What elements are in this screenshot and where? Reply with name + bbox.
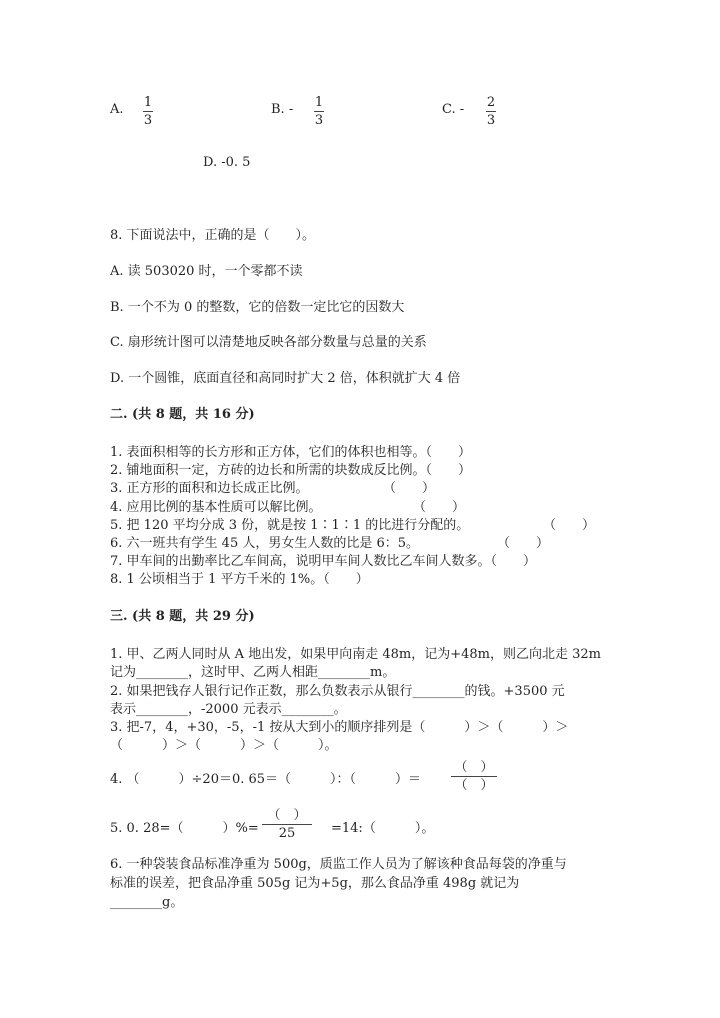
- fill-q4-fraction: [451, 760, 497, 793]
- fill-q3-line1: 3. 把-7，4，+30，-5，-1 按从大到小的顺序排列是（ ）＞（ ）＞: [110, 720, 569, 735]
- judge-item-1: 1. 表面积相等的长方形和正方体，它们的体积也相等。（ ）: [110, 445, 472, 460]
- option-c-label: C. -: [442, 102, 465, 117]
- fill-q1-line2: 记为________，这时甲、乙两人相距________m。: [110, 665, 396, 680]
- judge-item-8: 8. 1 公顷相当于 1 平方千米的 1%。（ ）: [110, 572, 369, 587]
- fill-q5-pre: 5. 0. 28=（ ）%=: [110, 821, 259, 836]
- option-b-fraction: [314, 95, 324, 128]
- q8-stem: 8. 下面说法中，正确的是（ ）。: [110, 228, 316, 243]
- fraction-numerator: （ ）: [267, 808, 307, 823]
- fill-q2-line1: 2. 如果把钱存人银行记作正数，那么负数表示从银行________的钱。+3500 元: [110, 684, 565, 699]
- option-a-fraction: [143, 95, 153, 128]
- fraction-bar: [486, 111, 496, 112]
- fill-q1-line1: 1. 甲、乙两人同时从 A 地出发，如果甲向南走 48m，记为+48m，则乙向北走 32m: [110, 647, 601, 662]
- fraction-numerator: 1: [143, 95, 153, 110]
- option-d: D. -0. 5: [203, 155, 251, 170]
- fill-q6-line1: 6. 一种袋装食品标准净重为 500g，质监工作人员为了解该种食品每袋的净重与: [110, 857, 567, 872]
- q8-option-c: C. 扇形统计图可以清楚地反映各部分数量与总量的关系: [110, 335, 427, 350]
- judge-item-3: 3. 正方形的面积和边长成正比例。: [110, 481, 309, 496]
- judge-item-4-answer: （ ）: [413, 500, 466, 515]
- fraction-denominator: 3: [314, 113, 324, 128]
- section2-heading: 二. (共 8 题，共 16 分): [110, 407, 255, 422]
- option-a-label: A.: [110, 102, 124, 117]
- section3-heading: 三. (共 8 题，共 29 分): [110, 609, 255, 624]
- q8-option-b: B. 一个不为 0 的整数，它的倍数一定比它的因数大: [110, 300, 405, 315]
- fraction-bar: [314, 111, 324, 112]
- fraction-denominator: 3: [486, 113, 496, 128]
- fill-q4-text: 4. （ ）÷20＝0. 65＝（ ）：（ ）＝: [110, 772, 422, 787]
- fraction-denominator: 25: [278, 826, 296, 841]
- judge-item-3-answer: （ ）: [383, 481, 436, 496]
- judge-item-6-answer: （ ）: [497, 536, 550, 551]
- fraction-bar: [262, 824, 312, 825]
- judge-item-6: 6. 六一班共有学生 45 人，男女生人数的比是 6：5。: [110, 536, 420, 551]
- q8-option-a: A. 读 503020 时，一个零都不读: [110, 264, 303, 279]
- fraction-numerator: 1: [314, 95, 324, 110]
- option-b-label: B. -: [271, 102, 294, 117]
- fraction-denominator: （ ）: [454, 778, 494, 793]
- fill-q6-line2: 标准的误差，把食品净重 505g 记为+5g，那么食品净重 498g 就记为: [110, 876, 520, 891]
- fraction-bar: [451, 776, 497, 777]
- fill-q2-line2: 表示________，-2000 元表示________。: [110, 702, 347, 717]
- fill-q5-fraction: [262, 808, 312, 841]
- fraction-numerator: （ ）: [454, 760, 494, 775]
- fraction-denominator: 3: [143, 113, 153, 128]
- judge-item-5: 5. 把 120 平均分成 3 份，就是按 1∶1∶1 的比进行分配的。: [110, 518, 470, 533]
- judge-item-7: 7. 甲车间的出勤率比乙车间高，说明甲车间人数比乙车间人数多。（ ）: [110, 554, 537, 569]
- fill-q5-post: =14:（ ）。: [331, 821, 435, 836]
- judge-item-4: 4. 应用比例的基本性质可以解比例。: [110, 500, 322, 515]
- option-c-fraction: [486, 95, 496, 128]
- judge-item-5-answer: （ ）: [543, 518, 596, 533]
- q8-option-d: D. 一个圆锥，底面直径和高同时扩大 2 倍，体积就扩大 4 倍: [110, 371, 461, 386]
- fraction-bar: [143, 111, 153, 112]
- fill-q3-line2: （ ）＞（ ）＞（ ）。: [110, 738, 338, 753]
- fill-q6-line3: ________g。: [110, 895, 184, 910]
- fraction-numerator: 2: [486, 95, 496, 110]
- judge-item-2: 2. 铺地面积一定，方砖的边长和所需的块数成反比例。（ ）: [110, 463, 472, 478]
